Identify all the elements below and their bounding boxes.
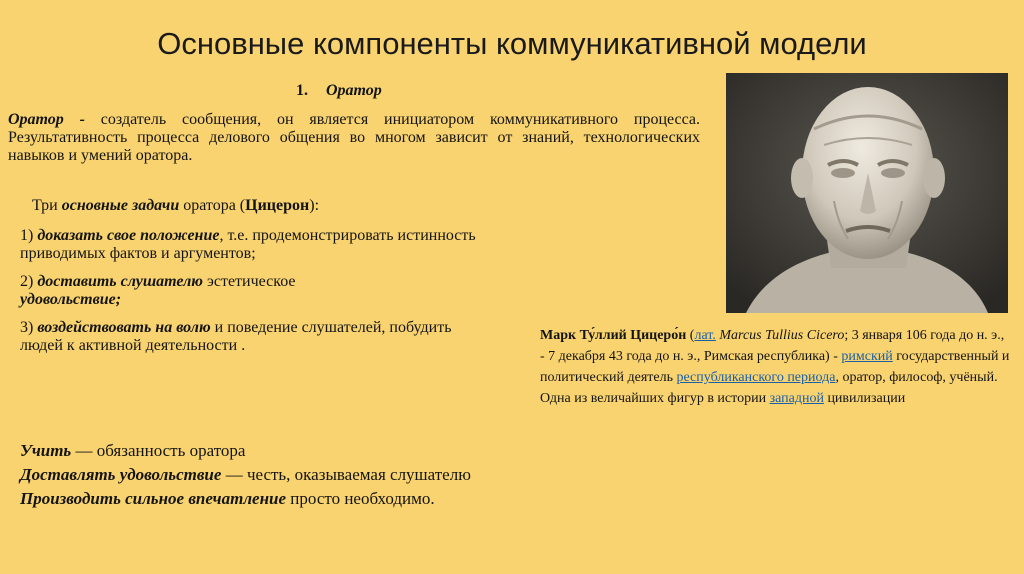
intro-paragraph [8, 111, 700, 165]
task-text: и поведение слушателей, побудить людей к активной деятельности . [20, 319, 452, 354]
intro-text: создатель сообщения, он является инициатором коммуникативного процесса. Результативность процесса делового общения во многом зависит от знаний, технологических навыков и умений оратора. [8, 111, 701, 164]
task-number: 3) [20, 319, 38, 336]
maxim-line [20, 463, 720, 487]
maxim-text: просто необходимо. [286, 489, 435, 508]
caption-name: Марк Ту́ллий Цицеро́н [540, 328, 687, 343]
task-text: эстетическое [202, 273, 296, 290]
task-item [20, 227, 490, 263]
maxims-block [20, 439, 720, 511]
tasks-lead-name: Цицерон [245, 197, 310, 214]
tasks-lead [32, 197, 490, 215]
maxim-bold: Производить сильное впечатление [20, 489, 287, 508]
caption-text: ( [686, 328, 695, 343]
caption-latin-name: Marcus Tullius Cicero [715, 328, 845, 343]
latin-link[interactable]: лат. [694, 328, 716, 343]
task-number: 1) [20, 227, 38, 244]
bust-illustration [726, 73, 1008, 313]
tasks-lead-mid: оратора ( [179, 197, 246, 214]
tasks-lead-bold: основные задачи [61, 197, 180, 214]
tasks-lead-post: ): [309, 197, 320, 214]
maxim-line [20, 439, 720, 463]
republican-period-link[interactable]: республиканского периода [676, 370, 836, 385]
slide-title: Основные компоненты коммуникативной модели [157, 26, 867, 61]
task-bold: воздействовать на волю [37, 319, 211, 336]
section-heading-text: Оратор [326, 82, 382, 99]
portrait-caption [540, 325, 1010, 409]
maxim-bold: Учить [20, 441, 72, 460]
caption-text: ; 3 января 106 года до н. э., - 7 декабря 43 года до н. э., Римская республика) - [540, 328, 1005, 364]
maxim-bold: Доставлять удовольствие [20, 465, 222, 484]
task-item [20, 273, 490, 309]
task-bold: доказать свое положение [37, 227, 220, 244]
caption-text: , оратор, философ, учёный. Одна из величайших фигур в истории [540, 370, 998, 406]
section-heading [296, 82, 382, 100]
intro-term: Оратор - [8, 111, 85, 128]
section-number: 1. [296, 82, 308, 99]
maxim-text: — честь, оказываемая слушателю [221, 465, 471, 484]
task-item [20, 319, 490, 355]
task-text: , т.е. продемонстрировать истинность приводимых фактов и аргументов; [20, 227, 476, 262]
caption-text: государственный и политический деятель [540, 349, 1010, 385]
task-number: 2) [20, 273, 38, 290]
caption-text: цивилизации [823, 391, 906, 406]
cicero-bust-image [726, 73, 1008, 313]
maxim-text: — обязанность оратора [71, 441, 246, 460]
tasks-block [20, 197, 490, 365]
western-link[interactable]: западной [769, 391, 824, 406]
tasks-lead-pre: Три [32, 197, 62, 214]
task-bold-2: удовольствие; [20, 291, 122, 308]
roman-link[interactable]: римский [841, 349, 893, 364]
task-bold: доставить слушателю [37, 273, 203, 290]
maxim-line [20, 487, 720, 511]
